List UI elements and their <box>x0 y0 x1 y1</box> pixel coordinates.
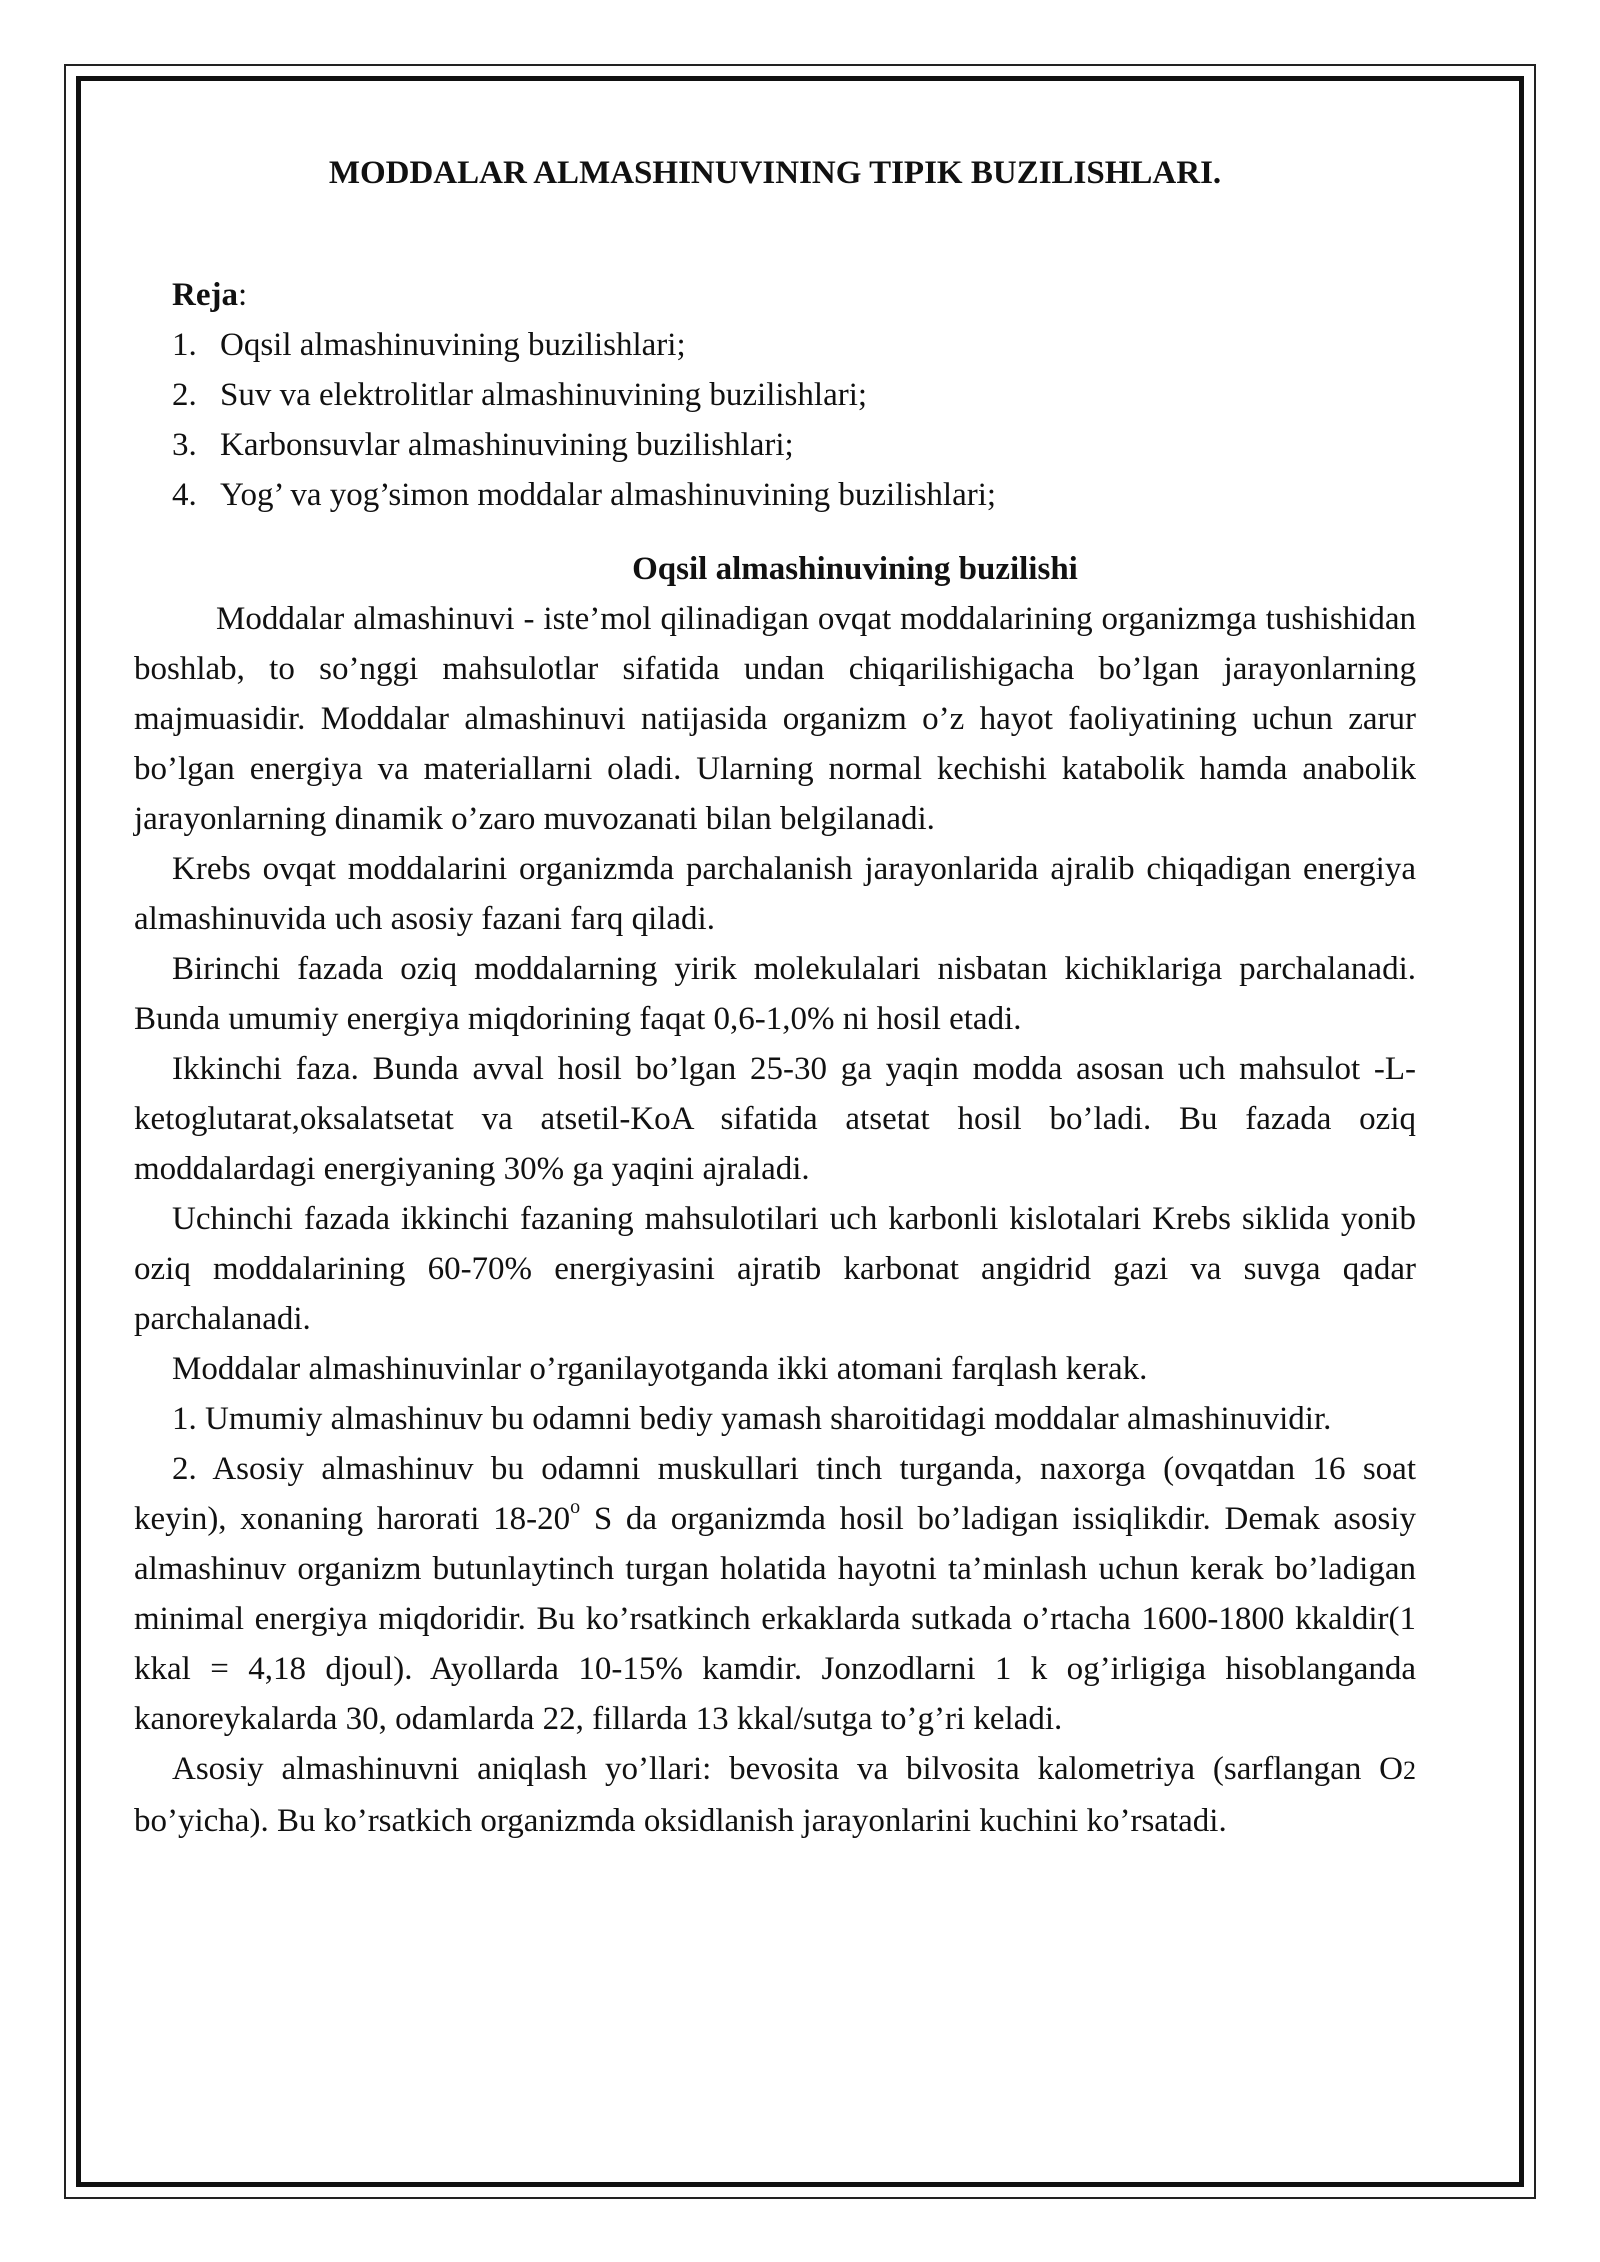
paragraph: Birinchi fazada oziq moddalarning yirik molekulalari nisbatan kichiklariga parchalanadi. Bunda umumiy energiya miqdorining faqat 0,6-1,0% ni hosil etadi. <box>134 951 1416 1037</box>
degree-superscript: o <box>570 1496 581 1518</box>
paragraph: Ikkinchi faza. Bunda avval hosil bo’lgan 25-30 ga yaqin modda asosan uch mahsulot -L-ketoglutarat,oksalatsetat va atsetil-KoA sifatida atsetat hosil bo’ladi. Bu fazada oziq moddalardagi energiyaning 30% ga yaqini ajraladi. <box>134 1051 1416 1187</box>
plan-item: 3. Karbonsuvlar almashinuvining buzilishlari; <box>172 427 794 463</box>
plan-item: 1. Oqsil almashinuvining buzilishlari; <box>172 327 686 363</box>
paragraph-methods: Asosiy almashinuvni aniqlash yo’llari: bevosita va bilvosita kalometriya (sarflangan O2 bo’yicha). Bu ko’rsatkich organizmda oksidlanish jarayonlarini kuchini ko’rsatadi. <box>134 1751 1416 1839</box>
paragraph-basal-metabolism: 2. Asosiy almashinuv bu odamni muskullari tinch turganda, naxorga (ovqatdan 16 soat keyin), xonaning harorati 18-20$^o$ S da organizmda hosil bo’ladigan issiqlikdir. Demak asosiy almashinuv organizm butunlaytinch turgan holatida hayotni ta’minlash uchun kerak bo’ladigan minimal energiya miqdoridir. Bu ko’rsatkinch erkaklarda sutkada o’rtacha 1600-1800 kkaldir(1 kkal = 4,18 djoul). Ayollarda 10-15% kamdir. Jonzodlarni 1 k og’irligiga hisoblanganda kanoreykalarda 30, odamlarda 22, fillarda 13 kkal/sutga to’g’ri keladi. <box>134 1451 1417 1737</box>
paragraph: Moddalar almashinuvi - iste’mol qilinadigan ovqat moddalarining organizmga tushishidan boshlab, to so’nggi mahsulotlar sifatida undan chiqarilishigacha bo’lgan jarayonlarning majmuasidir. Moddalar almashinuvi natijasida organizm o’z hayot faoliyatining uchun zarur bo’lgan energiya va materiallarni oladi. Ularning normal kechishi katabolik hamda anabolik jarayonlarning dinamik o’zaro muvozanati bilan belgilanadi. <box>134 601 1416 837</box>
paragraph: Moddalar almashinuvinlar o’rganilayotganda ikki atomani farqlash kerak. <box>172 1351 1148 1387</box>
paragraph: Uchinchi fazada ikkinchi fazaning mahsulotilari uch karbonli kislotalari Krebs siklida yonib oziq moddalarining 60-70% energiyasini ajratib karbonat angidrid gazi va suvga qadar parchalanadi. <box>134 1201 1416 1337</box>
plan-section <box>134 270 1416 520</box>
section-heading: Oqsil almashinuvining buzilishi <box>632 551 1078 587</box>
plan-list <box>172 320 1416 520</box>
document-title: MODDALAR ALMASHINUVINING TIPIK BUZILISHLARI. <box>328 155 1222 191</box>
paragraph: Krebs ovqat moddalarini organizmda parchalanish jarayonlarida ajralib chiqadigan energiya almashinuvida uch asosiy fazani farq qiladi. <box>134 851 1416 937</box>
plan-heading-label: Reja <box>172 277 238 313</box>
oxygen-subscript: 2 <box>1403 1756 1416 1785</box>
plan-item: 4. Yog’ va yog’simon moddalar almashinuvining buzilishlari; <box>172 477 997 513</box>
plan-heading: Reja: <box>172 277 248 313</box>
document-body <box>134 148 1416 1846</box>
paragraph: 1. Umumiy almashinuv bu odamni bediy yamash sharoitidagi moddalar almashinuvidir. <box>172 1401 1332 1437</box>
plan-item: 2. Suv va elektrolitlar almashinuvining buzilishlari; <box>172 377 868 413</box>
